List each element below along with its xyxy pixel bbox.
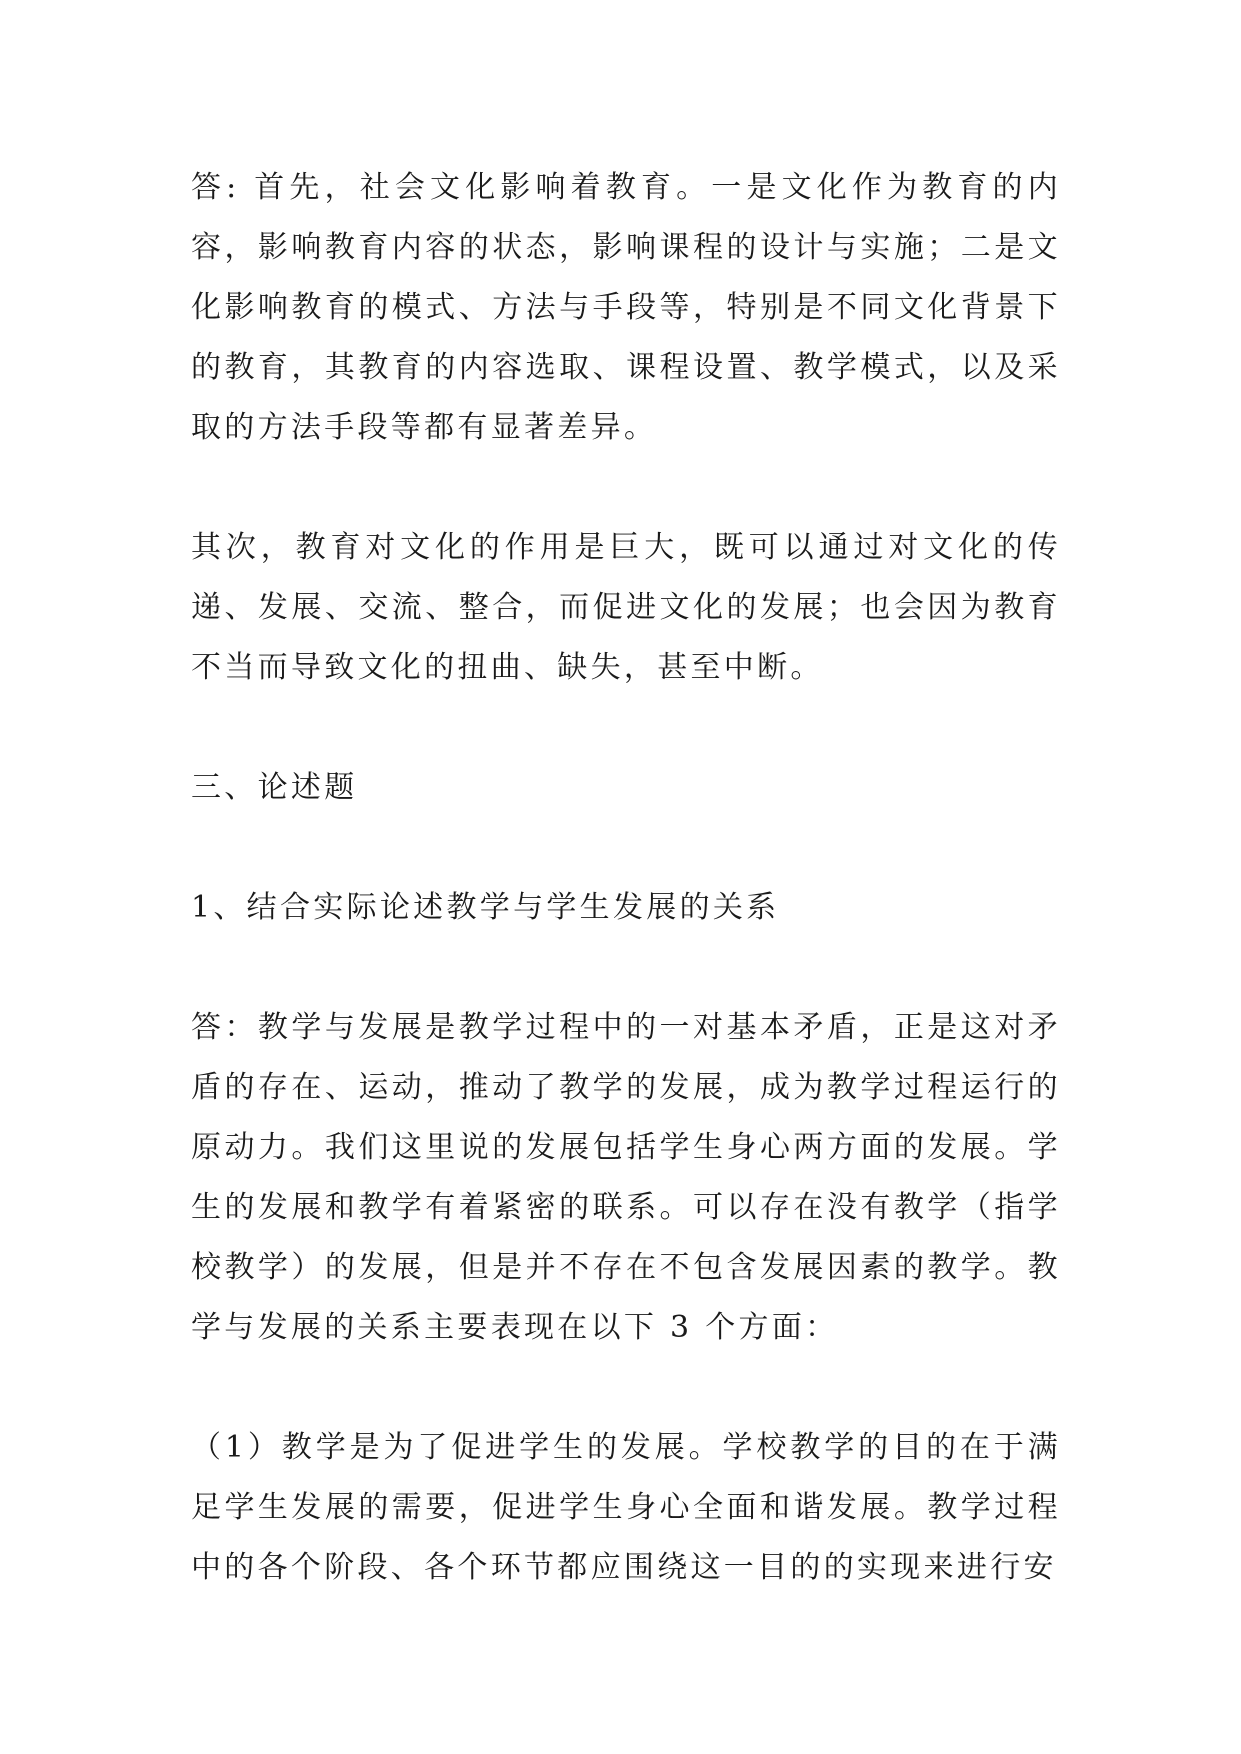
answer-education-affects-culture: 其次，教育对文化的作用是巨大，既可以通过对文化的传递、发展、交流、整合，而促进文化的发展；也会因为教育不当而导致文化的扭曲、缺失，甚至中断。 — [191, 530, 1061, 685]
answer-point-1: （1）教学是为了促进学生的发展。学校教学的目的在于满足学生发展的需要，促进学生身心全面和谐发展。教学过程中的各个阶段、各个环节都应围绕这一目的的实现来进行安 — [191, 1430, 1061, 1585]
question-1: 1、结合实际论述教学与学生发展的关系 — [191, 890, 780, 925]
document-body — [191, 158, 1061, 1598]
answer-culture-influences-education: 答: 首先，社会文化影响着教育。一是文化作为教育的内容，影响教育内容的状态，影响课程的设计与实施；二是文化影响教育的模式、方法与手段等，特别是不同文化背景下的教育，其教育的内容选取、课程设置、教学模式，以及采取的方法手段等都有显著差异。 — [191, 170, 1061, 445]
section-heading-essay-questions: 三、论述题 — [191, 770, 358, 805]
answer-teaching-and-development: 答：教学与发展是教学过程中的一对基本矛盾，正是这对矛盾的存在、运动，推动了教学的发展，成为教学过程运行的原动力。我们这里说的发展包括学生身心两方面的发展。学生的发展和教学有着紧密的联系。可以存在没有教学（指学校教学）的发展，但是并不存在不包含发展因素的教学。教学与发展的关系主要表现在以下 3 个方面： — [191, 1010, 1061, 1345]
